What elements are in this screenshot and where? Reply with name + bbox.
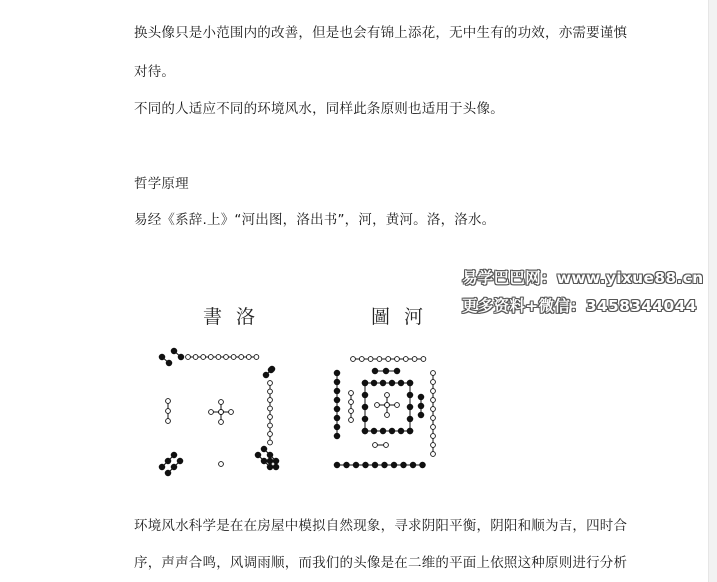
hetu-top-outer-dot — [377, 357, 382, 362]
luoshu-bottom-right-dot — [273, 464, 279, 470]
luoshu-top-left-dot — [178, 354, 184, 360]
hetu-bottom-inner-dot — [384, 443, 389, 448]
luoshu-bottom-right-dot — [261, 446, 267, 452]
luoshu-top-dot — [231, 355, 236, 360]
hetu-right-outer-dot — [431, 380, 436, 385]
luoshu-top-left-dot — [166, 360, 172, 366]
hetu-right-outer-dot — [431, 443, 436, 448]
luoshu-bottom-left-dot — [171, 464, 177, 470]
hetu-bottom-outer-dot — [363, 462, 369, 468]
luoshu-left-dot — [166, 409, 171, 414]
luoshu-right-dot — [268, 398, 273, 403]
hetu-inner-frame-left-dot — [362, 380, 368, 386]
hetu-left-inner-dot — [349, 391, 354, 396]
hetu-top-outer-dot — [351, 357, 356, 362]
hetu-bottom-outer-dot — [344, 462, 350, 468]
watermark-line-2: 更多资料+微信：3458344044 — [462, 297, 697, 315]
hetu-left-outer-dot — [334, 397, 340, 403]
luoshu-title: 書洛 — [203, 306, 270, 328]
luoshu-center-vertical-dot — [219, 420, 224, 425]
luoshu-top-dot — [246, 355, 251, 360]
hetu-inner-frame-top-dot — [398, 380, 404, 386]
luoshu-top-left-dot — [171, 348, 177, 354]
hetu-inner-frame-bottom-dot — [389, 428, 395, 434]
hetu-diagram — [325, 345, 445, 473]
watermark-line-1: 易学巴巴网：www.yixue88.cn — [462, 269, 704, 287]
hetu-inner-frame-left-dot — [362, 416, 368, 422]
luoshu-bottom-right-dot — [255, 452, 261, 458]
luoshu-bottom-right-dot — [267, 464, 273, 470]
luoshu-top-dot — [216, 355, 221, 360]
hetu-top-outer-dot — [421, 357, 426, 362]
hetu-inner-frame-right-dot — [407, 416, 413, 422]
luoshu-bottom-right-dot — [261, 458, 267, 464]
hetu-bottom-inner-dot — [373, 443, 378, 448]
luoshu-top-dot — [193, 355, 198, 360]
luoshu-center-horizontal-dot — [209, 410, 214, 415]
hetu-inner-frame-top-dot — [389, 380, 395, 386]
luoshu-bottom-right-dot — [273, 458, 279, 464]
hetu-right-outer-dot — [431, 371, 436, 376]
luoshu-right-dot — [268, 423, 273, 428]
luoshu-top-dot — [224, 355, 229, 360]
luoshu-top-right-dot — [263, 372, 269, 378]
paragraph-2: 不同的人适应不同的环境风水，同样此条原则也适用于头像。 — [134, 101, 504, 117]
luoshu-left-dot — [166, 419, 171, 424]
luoshu-top-dot — [208, 355, 213, 360]
hetu-bottom-outer-dot — [410, 462, 416, 468]
hetu-right-outer-dot — [431, 398, 436, 403]
hetu-right-outer-dot — [431, 452, 436, 457]
luoshu-bottom-left-dot — [165, 458, 171, 464]
luoshu-bottom-right-dot — [267, 452, 273, 458]
luoshu-right-dot — [268, 415, 273, 420]
luoshu-bottom-dot — [219, 462, 224, 467]
closing-paragraph-line-1: 环境风水科学是在在房屋中模拟自然现象，寻求阴阳平衡，阴阳和顺为吉，四时合 — [134, 518, 628, 534]
luoshu-bottom-left-dot — [177, 458, 183, 464]
hetu-inner-frame-top-dot — [371, 380, 377, 386]
scrollbar[interactable] — [708, 0, 717, 582]
hetu-bottom-outer-dot — [372, 462, 378, 468]
luoshu-center-horizontal-dot — [229, 410, 234, 415]
hetu-right-outer-dot — [431, 389, 436, 394]
luoshu-bottom-left-dot — [159, 464, 165, 470]
hetu-top-outer-dot — [395, 357, 400, 362]
hetu-left-inner-dot — [349, 418, 354, 423]
paragraph-1-line-1: 换头像只是小范围内的改善，但是也会有锦上添花，无中生有的功效，亦需要谨慎 — [134, 25, 628, 41]
hetu-left-outer-dot — [334, 370, 340, 376]
citation-paragraph: 易经《系辞.上》“河出图，洛出书”，河，黄河。洛，洛水。 — [134, 212, 496, 228]
hetu-left-outer-dot — [334, 379, 340, 385]
section-heading: 哲学原理 — [134, 176, 189, 192]
hetu-right-outer-dot — [431, 416, 436, 421]
luoshu-top-dot — [186, 355, 191, 360]
hetu-top-inner-dot — [372, 368, 378, 374]
hetu-inner-frame-left-dot — [362, 392, 368, 398]
hetu-left-outer-dot — [334, 388, 340, 394]
luoshu-center-horizontal-dot — [219, 410, 224, 415]
hetu-inner-frame-left-dot — [362, 428, 368, 434]
luoshu-top-dot — [201, 355, 206, 360]
hetu-top-inner-dot — [394, 368, 400, 374]
luoshu-top-dot — [254, 355, 259, 360]
hetu-inner-frame-bottom-dot — [371, 428, 377, 434]
luoshu-right-dot — [268, 406, 273, 411]
hetu-bottom-outer-dot — [401, 462, 407, 468]
hetu-right-inner-dot — [418, 394, 424, 400]
luoshu-diagram — [150, 345, 290, 480]
hetu-top-outer-dot — [386, 357, 391, 362]
hetu-bottom-outer-dot — [382, 462, 388, 468]
luoshu-top-dot — [239, 355, 244, 360]
hetu-bottom-outer-dot — [420, 462, 426, 468]
hetu-center-vertical-dot — [385, 393, 390, 398]
luoshu-right-dot — [268, 389, 273, 394]
hetu-left-outer-dot — [334, 433, 340, 439]
hetu-right-outer-dot — [431, 407, 436, 412]
hetu-right-outer-dot — [431, 425, 436, 430]
hetu-inner-frame-right-dot — [407, 404, 413, 410]
luoshu-bottom-left-dot — [165, 470, 171, 476]
hetu-inner-frame-top-dot — [380, 380, 386, 386]
hetu-inner-frame-right-dot — [407, 428, 413, 434]
luoshu-top-right-dot — [268, 367, 274, 373]
hetu-title: 圖河 — [371, 306, 438, 328]
hetu-bottom-outer-dot — [334, 462, 340, 468]
hetu-inner-frame-right-dot — [407, 392, 413, 398]
hetu-top-outer-dot — [368, 357, 373, 362]
luoshu-center-vertical-dot — [219, 400, 224, 405]
hetu-inner-frame-bottom-dot — [380, 428, 386, 434]
hetu-right-inner-dot — [418, 412, 424, 418]
hetu-inner-frame-left-dot — [362, 404, 368, 410]
luoshu-top-left-dot — [159, 354, 165, 360]
luoshu-bottom-right-dot — [267, 458, 273, 464]
hetu-left-outer-dot — [334, 415, 340, 421]
hetu-left-inner-dot — [349, 409, 354, 414]
hetu-top-outer-dot — [412, 357, 417, 362]
hetu-top-inner-dot — [383, 368, 389, 374]
hetu-right-inner-dot — [418, 403, 424, 409]
hetu-top-outer-dot — [359, 357, 364, 362]
paragraph-1-line-2: 对待。 — [134, 64, 176, 80]
hetu-inner-frame-right-dot — [407, 380, 413, 386]
closing-paragraph-line-2: 序，声声合鸣，风调雨顺，而我们的头像是在二维的平面上依照这种原则进行分析 — [134, 555, 628, 571]
hetu-left-inner-dot — [349, 400, 354, 405]
luoshu-right-dot — [268, 432, 273, 437]
hetu-top-outer-dot — [403, 357, 408, 362]
hetu-bottom-outer-dot — [391, 462, 397, 468]
luoshu-bottom-left-dot — [171, 452, 177, 458]
luoshu-right-dot — [268, 381, 273, 386]
hetu-left-outer-dot — [334, 424, 340, 430]
luoshu-right-dot — [268, 440, 273, 445]
hetu-center-horizontal-dot — [395, 403, 400, 408]
hetu-center-horizontal-dot — [385, 403, 390, 408]
hetu-left-outer-dot — [334, 406, 340, 412]
hetu-bottom-outer-dot — [353, 462, 359, 468]
hetu-center-horizontal-dot — [375, 403, 380, 408]
hetu-center-vertical-dot — [385, 413, 390, 418]
hetu-inner-frame-bottom-dot — [398, 428, 404, 434]
luoshu-left-dot — [166, 399, 171, 404]
hetu-right-outer-dot — [431, 434, 436, 439]
